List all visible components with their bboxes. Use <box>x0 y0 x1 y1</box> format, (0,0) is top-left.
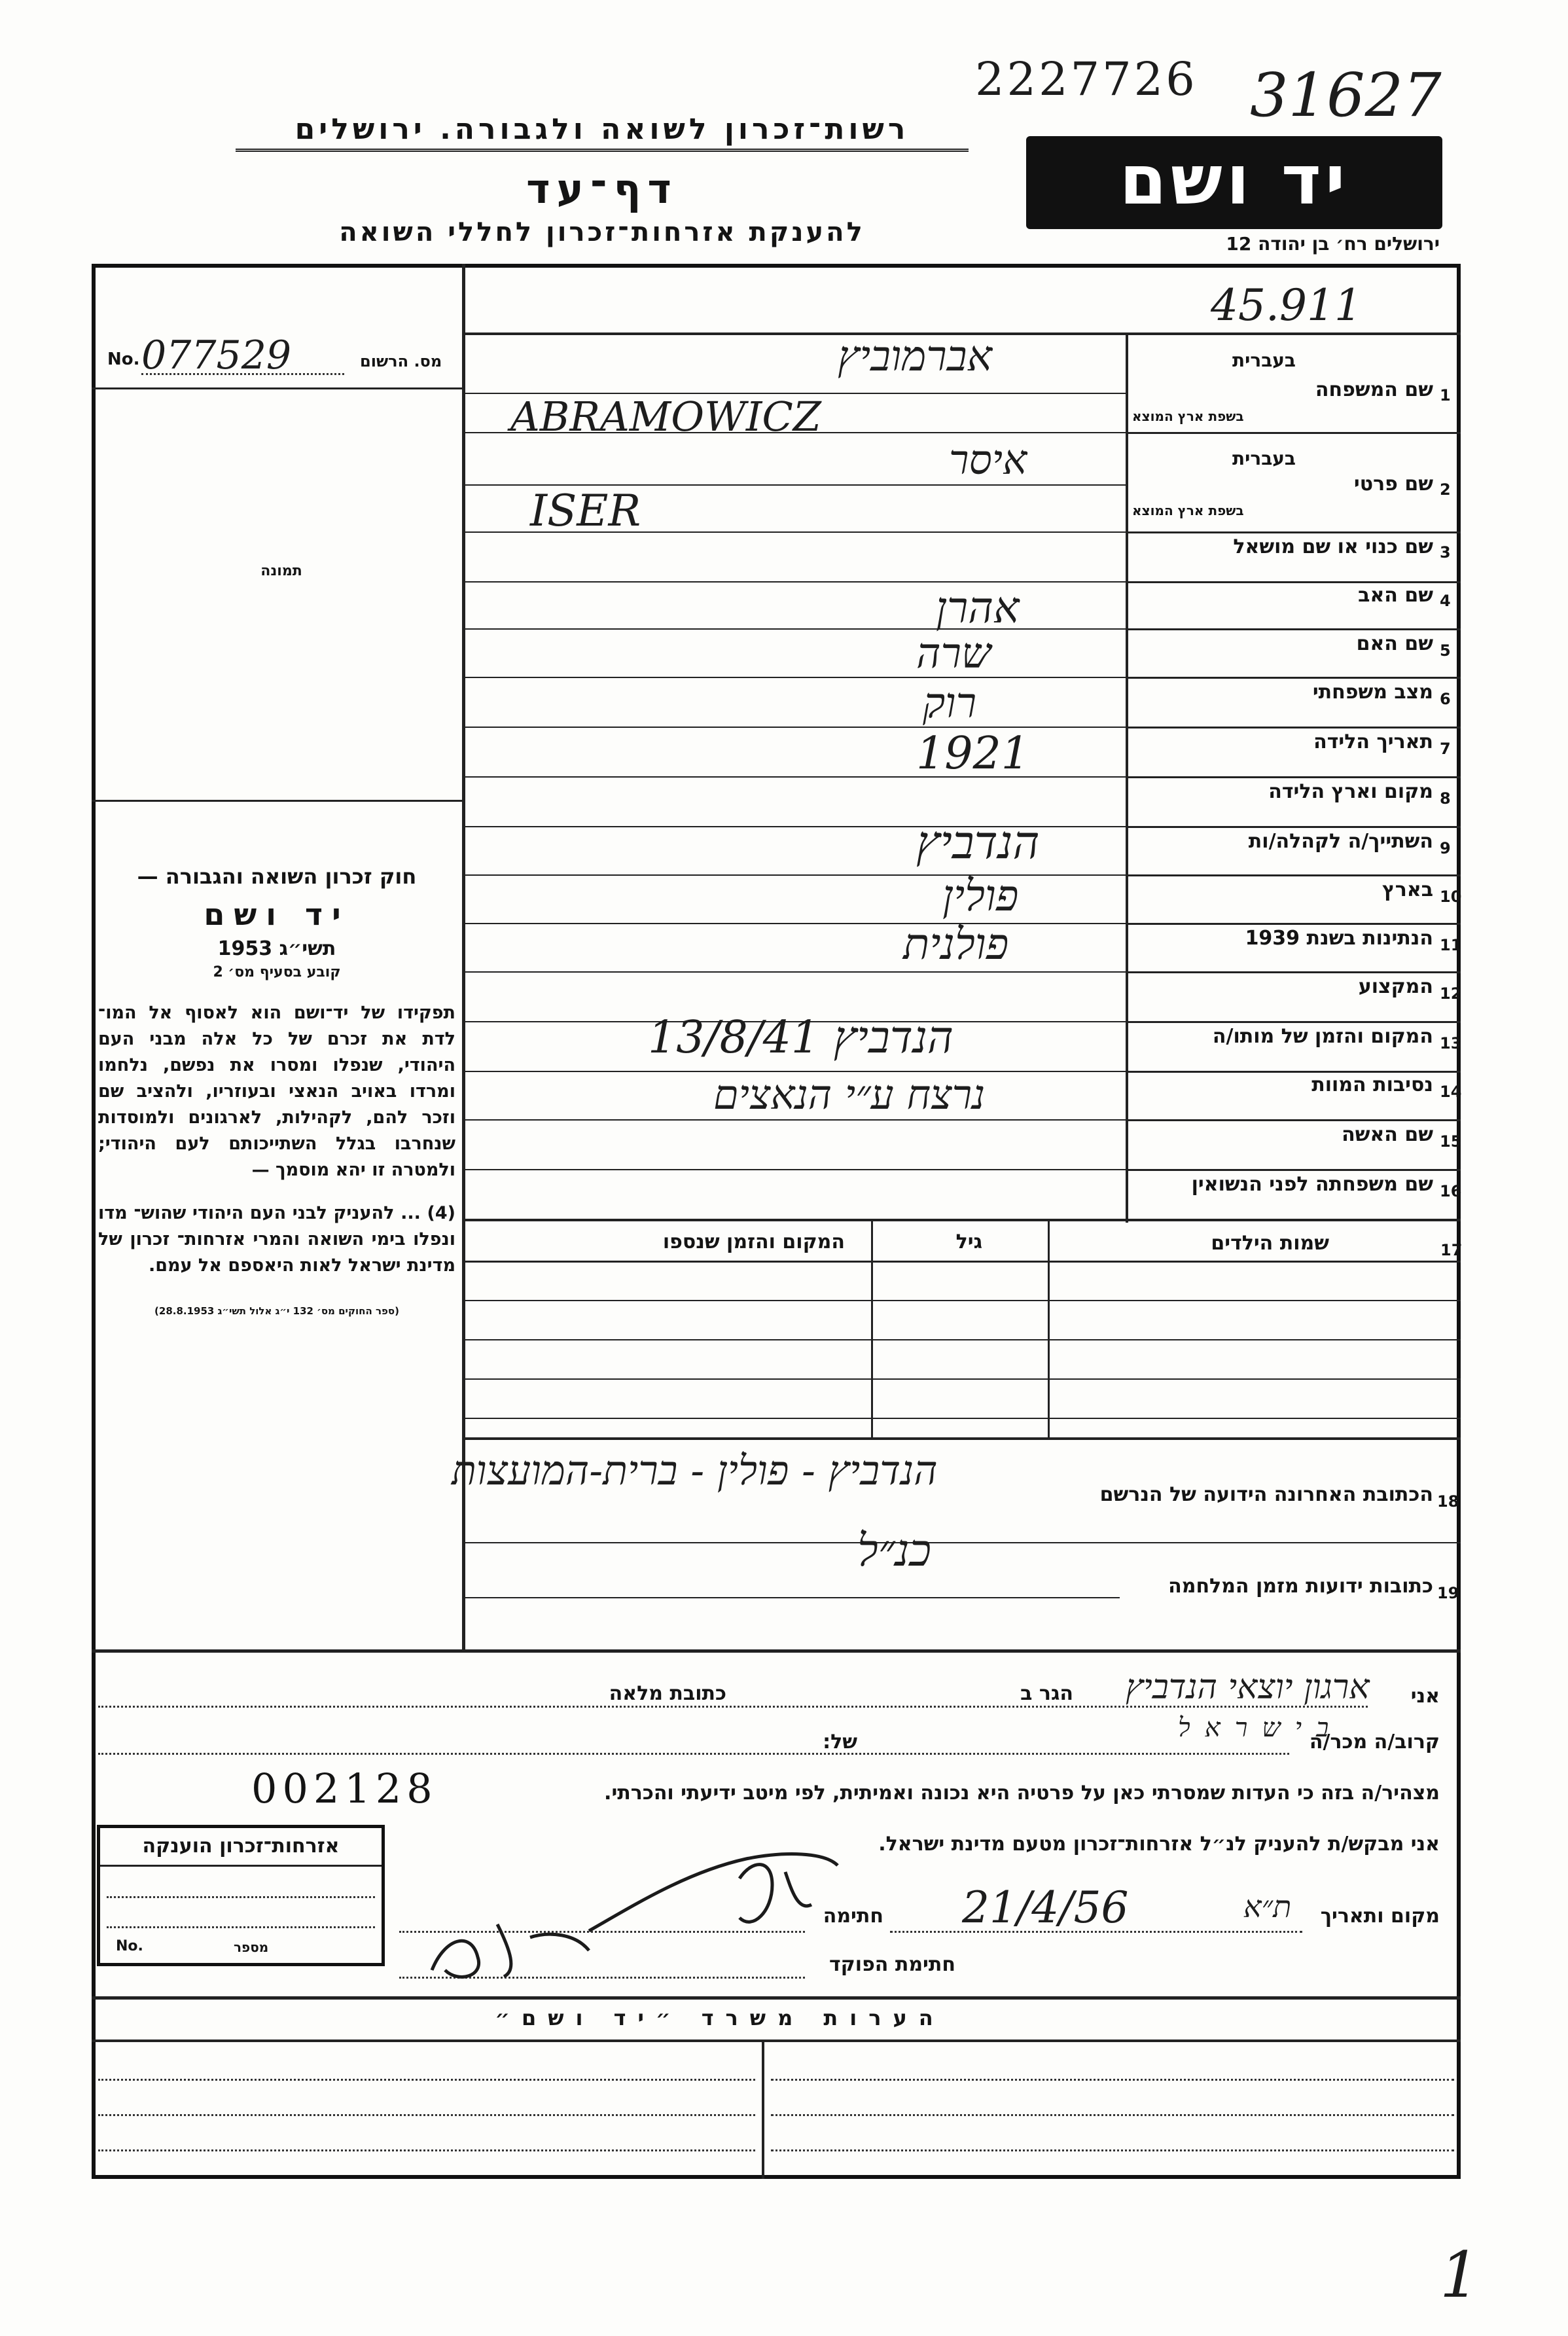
declaration-request: אני מבקש/ת להעניק לנ״ל אזרחות־זכרון מטעם מדינת ישראל. <box>878 1833 1440 1856</box>
field-surname-tag: בעברית <box>1232 350 1296 371</box>
children-col-age: גיל <box>955 1231 982 1253</box>
page-mark: 1 <box>1440 2238 1480 2312</box>
law-paragraph-2: (4) ... להעניק לבני העם היהודי שהוש־ מדו ונפלו בימי השואה והמרי אזרחות־ זכרון של מדינת ישראל לאות היאספם אל עמם. <box>98 1203 455 1276</box>
field-surname-value-latin: ABRAMOWICZ <box>510 393 821 440</box>
law-gazette: (ספר החוקים מס׳ 132 י״ג אלול תשי״ג 28.8.1953) <box>154 1305 399 1317</box>
form-title: דף־עד <box>526 165 678 213</box>
granted-box: אזרחות־זכרון הוענקה No. מספר <box>97 1825 385 1966</box>
org-line: רשות־זכרון לשואה ולגבורה. ירושלים <box>236 113 969 152</box>
law-section <box>98 864 455 1317</box>
registration-label: מס. הרשום <box>360 352 442 370</box>
registration-number: 077529 <box>141 332 292 378</box>
form-subtitle: להענקת אזרחות־זכרון לחללי השואה <box>339 217 865 247</box>
handwritten-ref: 31627 <box>1250 60 1442 130</box>
top-cell-number: 45.911 <box>1211 280 1362 331</box>
children-table: 17 שמות הילדים גיל המקום והזמן שנספו <box>465 1221 1461 1437</box>
field-first-name-label: שם פרטי <box>1353 473 1433 495</box>
date-value: 21/4/56 <box>962 1882 1129 1933</box>
signature-officer <box>419 1898 615 1990</box>
field-surname-value-heb: אברמוביץ <box>838 332 992 381</box>
declarant-country: בישראל <box>1178 1713 1344 1743</box>
registration <box>105 332 458 387</box>
declaration-statement: מצהיר/ה בזה כי העדות שמסרתי כאן על פרטיה היא נכונה ואמיתית, לפי מיטב ידיעתי והכרתי. <box>604 1782 1440 1805</box>
field-first-name-tag: בעברית <box>1232 448 1296 469</box>
office-notes-title: הערות משרד ״יד ושם״ <box>495 2005 945 2030</box>
document-number: 002128 <box>251 1765 438 1812</box>
children-col-names: שמות הילדים <box>1211 1232 1329 1255</box>
photo-label: תמונה <box>260 563 302 579</box>
place-value: ת״א <box>1243 1889 1292 1924</box>
field-surname-label: שם המשפחה <box>1315 378 1433 401</box>
children-col-place: המקום והזמן שנספו <box>662 1231 845 1253</box>
yad-vashem-logo: יד ושם <box>1026 136 1442 229</box>
field-first-name-value-heb: איסר <box>949 436 1027 484</box>
address-line: ירושלים רח׳ בן יהודה 12 <box>1226 233 1440 255</box>
law-year-heb: תשי״ג <box>279 937 336 960</box>
law-name: יד ושם <box>204 897 350 932</box>
granted-title: אזרחות־זכרון הוענקה <box>142 1835 340 1858</box>
handwritten-id: 2227726 <box>975 52 1198 106</box>
law-paragraph-1: תפקידו של יד־ושם הוא לאסוף אל המו־ לדת את זכרם של כל אלה מבני העם היהודי, שנפלו ומסרו את נפשם, נלחמו ומרדו באויב הנאצי ובעוזריו, ולהציב שם וזכר להם, לקהילות, לארגונים ולמוסדות שנחרבו בגלל השתייכותם לעם היהודי; ולמטרה זו יהא מוסמך — <box>98 1003 455 1180</box>
signature-declarant <box>576 1833 851 1950</box>
field-surname-sub: בשפת ארץ המוצא <box>1132 408 1244 424</box>
field-first-name-sub: בשפת ארץ המוצא <box>1132 503 1244 518</box>
law-year: 1953 <box>217 937 273 960</box>
law-section-ref: קובע בסעיף מס׳ 2 <box>213 964 341 980</box>
law-title: חוק זכרון השואה והגבורה — <box>137 864 417 889</box>
declarant-name: ארגון יוצאי הנדביץ <box>1126 1668 1370 1707</box>
no-label: No. <box>107 350 140 369</box>
field-first-name-value-latin: ISER <box>530 486 641 536</box>
